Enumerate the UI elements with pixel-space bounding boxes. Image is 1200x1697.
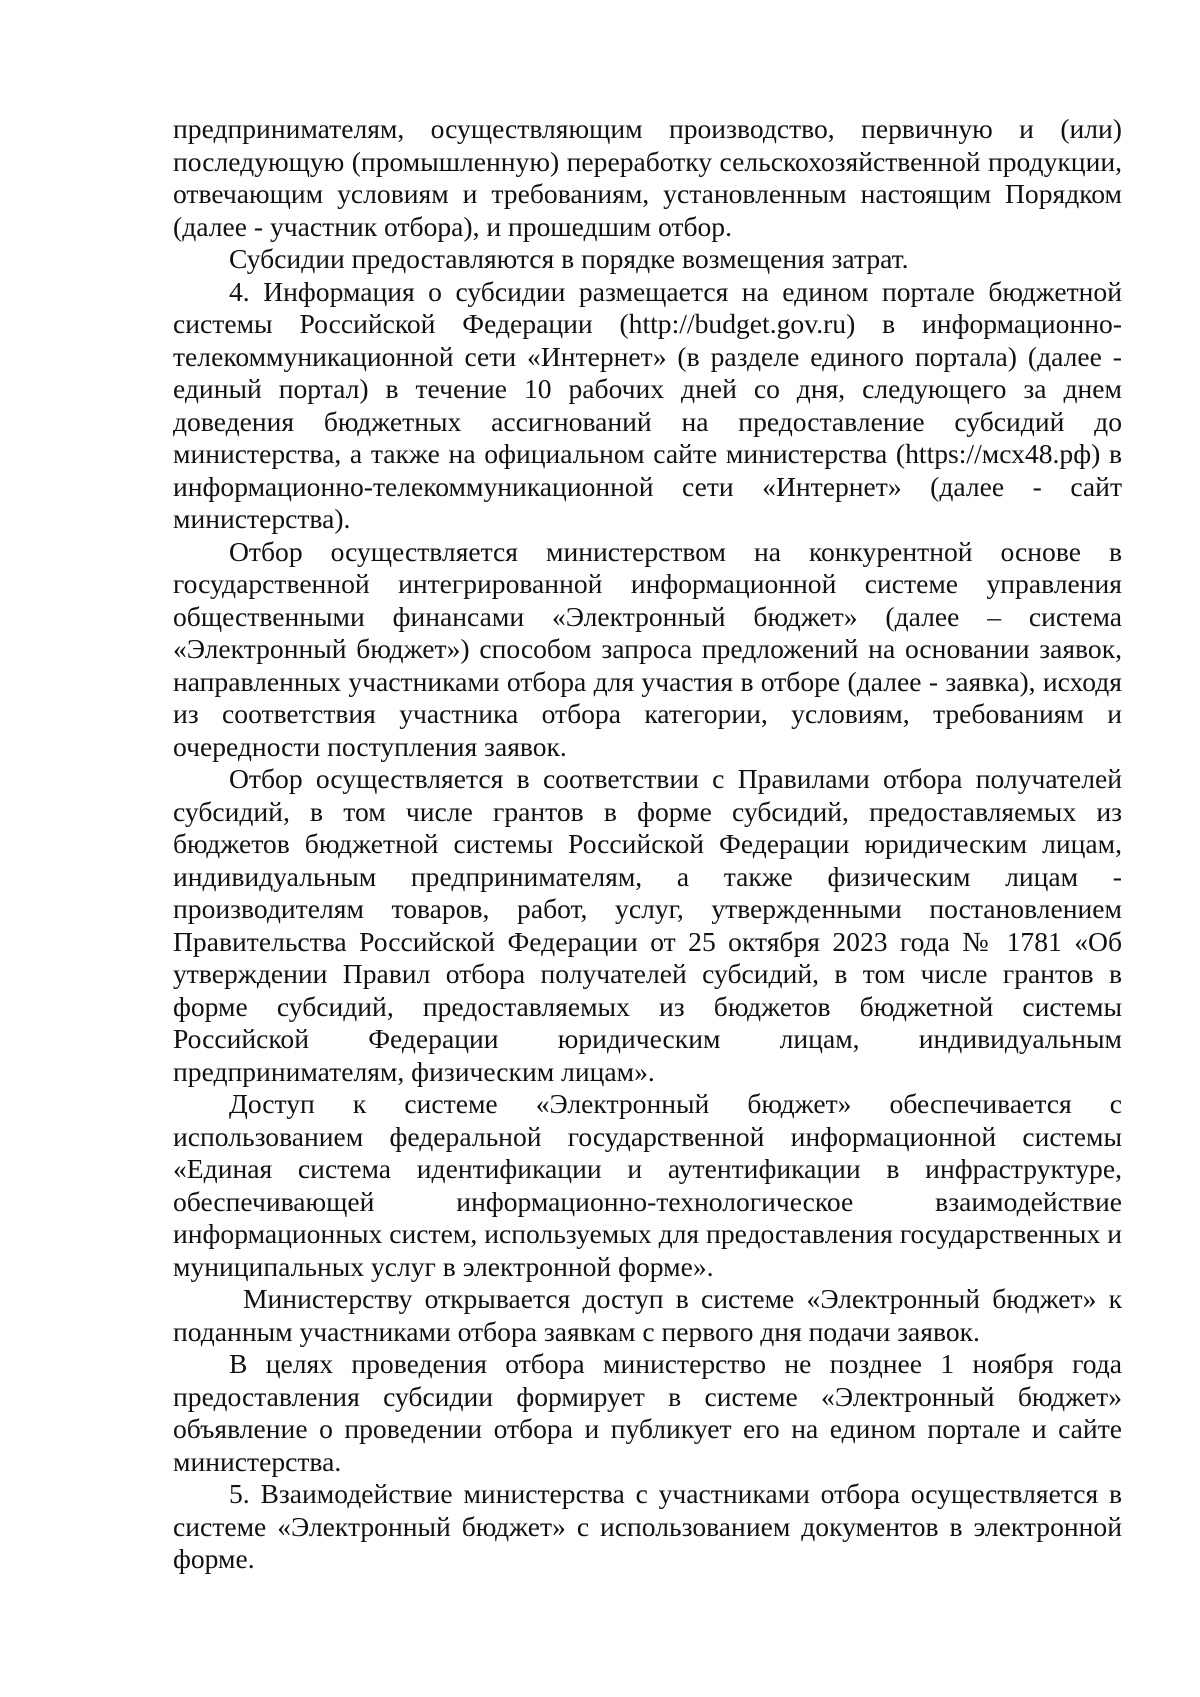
paragraph-selection-basis: Отбор осуществляется министерством на конкурентной основе в государственной интегрированной информационной системе управления общественными финансами «Электронный бюджет» (далее – система «Электронный бюджет») способом запроса предложений на основании заявок, направленных участниками отбора для участия в отборе (далее - заявка), исходя из соответствия участника отбора категории, условиям, требованиям и очередности поступления заявок.	[173, 535, 1122, 762]
paragraph-system-access: Доступ к системе «Электронный бюджет» обеспечивается с использованием федеральной государственной информационной системы «Единая система идентификации и аутентификации в инфраструктуре, обеспечивающей информационно-технологическое взаимодействие информационных систем, используемых для предоставления государственных и муниципальных услуг в электронной форме».	[173, 1088, 1122, 1282]
paragraph-continuation: предпринимателям, осуществляющим производство, первичную и (или) последующую (промышленную) переработку сельскохозяйственной продукции, отвечающим условиям и требованиям, установленным настоящим Порядком (далее - участник отбора), и прошедшим отбор.	[173, 113, 1122, 242]
paragraph-selection-rules: Отбор осуществляется в соответствии с Правилами отбора получателей субсидий, в том числе грантов в форме субсидий, предоставляемых из бюджетов бюджетной системы Российской Федерации юридическим лицам, индивидуальным предпринимателям, а также физическим лицам - производителям товаров, работ, услуг, утвержденными постановлением Правительства Российской Федерации от 25 октября 2023 года № 1781 «Об утверждении Правил отбора получателей субсидий, в том числе грантов в форме субсидий, предоставляемых из бюджетов бюджетной системы Российской Федерации юридическим лицам, индивидуальным предпринимателям, физическим лицам».	[173, 763, 1122, 1087]
paragraph-item-5: 5. Взаимодействие министерства с участниками отбора осуществляется в системе «Электронный бюджет» с использованием документов в электронной форме.	[173, 1478, 1122, 1574]
paragraph-announcement: В целях проведения отбора министерство не позднее 1 ноября года предоставления субсидии формирует в системе «Электронный бюджет» объявление о проведении отбора и публикует его на едином портале и сайте министерства.	[173, 1348, 1122, 1477]
paragraph-ministry-access: Министерству открывается доступ в системе «Электронный бюджет» к поданным участниками отбора заявкам с первого дня подачи заявок.	[173, 1283, 1122, 1347]
paragraph-item-4: 4. Информация о субсидии размещается на едином портале бюджетной системы Российской Федерации (http://budget.gov.ru) в информационно-телекоммуникационной сети «Интернет» (в разделе единого портала) (далее - единый портал) в течение 10 рабочих дней со дня, следующего за днем доведения бюджетных ассигнований на предоставление субсидий до министерства, а также на официальном сайте министерства (https://мсх48.рф) в информационно-телекоммуникационной сети «Интернет» (далее - сайт министерства).	[173, 275, 1122, 534]
paragraph-subsidy-method: Субсидии предоставляются в порядке возмещения затрат.	[229, 243, 909, 274]
document-body	[173, 113, 1122, 1576]
